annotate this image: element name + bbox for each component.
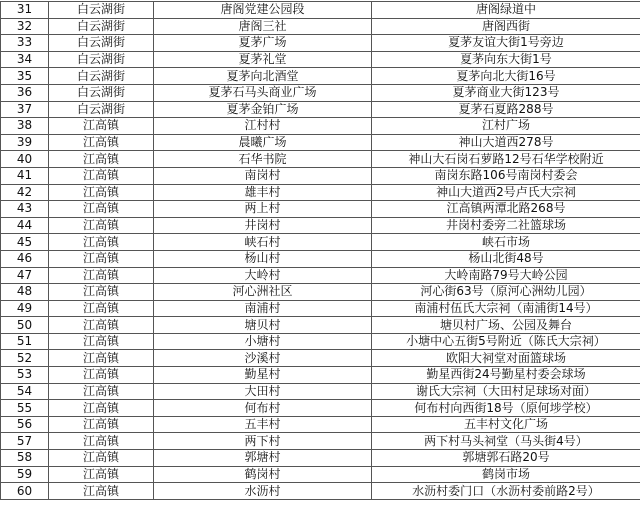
row-number: 45	[1, 234, 49, 251]
street-name: 江高镇	[49, 317, 154, 334]
site-address: 峡石市场	[372, 234, 640, 251]
street-name: 白云湖街	[49, 51, 154, 68]
row-number: 52	[1, 350, 49, 367]
street-name: 江高镇	[49, 483, 154, 500]
table-row	[1, 51, 640, 68]
table-row	[1, 217, 640, 234]
street-name: 江高镇	[49, 333, 154, 350]
street-name: 白云湖街	[49, 2, 154, 19]
site-name: 夏茅广场	[154, 35, 372, 52]
street-name: 白云湖街	[49, 68, 154, 85]
site-name: 沙溪村	[154, 350, 372, 367]
site-name: 水沥村	[154, 483, 372, 500]
row-number: 48	[1, 284, 49, 301]
table-row	[1, 68, 640, 85]
site-address: 塘贝村广场、公园及舞台	[372, 317, 640, 334]
street-name: 江高镇	[49, 466, 154, 483]
row-number: 33	[1, 35, 49, 52]
table-row	[1, 2, 640, 19]
table-row	[1, 101, 640, 118]
row-number: 60	[1, 483, 49, 500]
table-row	[1, 433, 640, 450]
table-row	[1, 317, 640, 334]
table-row	[1, 284, 640, 301]
row-number: 51	[1, 333, 49, 350]
street-name: 白云湖街	[49, 84, 154, 101]
site-name: 石华书院	[154, 151, 372, 168]
table-row	[1, 400, 640, 417]
site-name: 唐阁党建公园段	[154, 2, 372, 19]
row-number: 40	[1, 151, 49, 168]
table-row	[1, 450, 640, 467]
table-row	[1, 184, 640, 201]
site-address: 夏茅商业大街123号	[372, 84, 640, 101]
site-address: 唐阁西街	[372, 18, 640, 35]
site-address: 大岭南路79号大岭公园	[372, 267, 640, 284]
table-row	[1, 333, 640, 350]
street-name: 白云湖街	[49, 35, 154, 52]
street-name: 江高镇	[49, 151, 154, 168]
row-number: 37	[1, 101, 49, 118]
site-name: 两上村	[154, 201, 372, 218]
street-name: 江高镇	[49, 450, 154, 467]
site-address: 谢氏大宗祠（大田村足球场对面）	[372, 383, 640, 400]
street-name: 江高镇	[49, 217, 154, 234]
table-row	[1, 483, 640, 500]
site-address: 五丰村文化广场	[372, 416, 640, 433]
street-name: 江高镇	[49, 184, 154, 201]
street-name: 江高镇	[49, 250, 154, 267]
site-name: 勤星村	[154, 367, 372, 384]
site-name: 郭塘村	[154, 450, 372, 467]
table-row	[1, 84, 640, 101]
row-number: 32	[1, 18, 49, 35]
site-address: 夏茅向东大街1号	[372, 51, 640, 68]
location-table	[0, 1, 640, 500]
site-address: 夏茅石夏路288号	[372, 101, 640, 118]
site-name: 小塘村	[154, 333, 372, 350]
row-number: 44	[1, 217, 49, 234]
table-row	[1, 267, 640, 284]
site-name: 夏茅石马头商业广场	[154, 84, 372, 101]
site-address: 小塘中心五街5号附近（陈氏大宗祠）	[372, 333, 640, 350]
row-number: 56	[1, 416, 49, 433]
site-address: 南岗东路106号南岗村委会	[372, 167, 640, 184]
site-address: 江村广场	[372, 118, 640, 135]
site-name: 夏茅向北酒堂	[154, 68, 372, 85]
table-row	[1, 35, 640, 52]
row-number: 58	[1, 450, 49, 467]
site-name: 塘贝村	[154, 317, 372, 334]
table-row	[1, 350, 640, 367]
site-name: 河心洲社区	[154, 284, 372, 301]
row-number: 46	[1, 250, 49, 267]
site-address: 勤星西街24号勤星村委会球场	[372, 367, 640, 384]
site-name: 井岗村	[154, 217, 372, 234]
row-number: 36	[1, 84, 49, 101]
street-name: 江高镇	[49, 167, 154, 184]
table-row	[1, 300, 640, 317]
table-row	[1, 416, 640, 433]
site-name: 鹤岗村	[154, 466, 372, 483]
street-name: 江高镇	[49, 383, 154, 400]
site-address: 南浦村伍氏大宗祠（南浦街14号）	[372, 300, 640, 317]
site-name: 何布村	[154, 400, 372, 417]
street-name: 江高镇	[49, 284, 154, 301]
row-number: 31	[1, 2, 49, 19]
row-number: 35	[1, 68, 49, 85]
table-row	[1, 201, 640, 218]
site-address: 夏茅友谊大街1号旁边	[372, 35, 640, 52]
site-address: 唐阁绿道中	[372, 2, 640, 19]
table-row	[1, 383, 640, 400]
street-name: 江高镇	[49, 267, 154, 284]
site-address: 郭塘郭石路20号	[372, 450, 640, 467]
site-address: 两下村马头祠堂（马头街4号）	[372, 433, 640, 450]
row-number: 57	[1, 433, 49, 450]
site-address: 神山大道西2号卢氏大宗祠	[372, 184, 640, 201]
table-row	[1, 18, 640, 35]
row-number: 34	[1, 51, 49, 68]
table-row	[1, 367, 640, 384]
site-name: 南浦村	[154, 300, 372, 317]
row-number: 41	[1, 167, 49, 184]
site-address: 夏茅向北大街16号	[372, 68, 640, 85]
row-number: 47	[1, 267, 49, 284]
table-row	[1, 134, 640, 151]
site-address: 井岗村委旁二社篮球场	[372, 217, 640, 234]
street-name: 江高镇	[49, 118, 154, 135]
row-number: 54	[1, 383, 49, 400]
site-name: 两下村	[154, 433, 372, 450]
site-name: 五丰村	[154, 416, 372, 433]
site-address: 江高镇两潭北路268号	[372, 201, 640, 218]
site-name: 江村村	[154, 118, 372, 135]
row-number: 53	[1, 367, 49, 384]
street-name: 江高镇	[49, 350, 154, 367]
site-address: 欧阳大祠堂对面篮球场	[372, 350, 640, 367]
site-address: 何布村向西街18号（原何埗学校）	[372, 400, 640, 417]
site-name: 大田村	[154, 383, 372, 400]
street-name: 江高镇	[49, 433, 154, 450]
site-name: 杨山村	[154, 250, 372, 267]
table-row	[1, 118, 640, 135]
row-number: 38	[1, 118, 49, 135]
site-name: 峡石村	[154, 234, 372, 251]
site-name: 晨曦广场	[154, 134, 372, 151]
row-number: 43	[1, 201, 49, 218]
site-address: 杨山北街48号	[372, 250, 640, 267]
row-number: 55	[1, 400, 49, 417]
table-body	[1, 2, 640, 500]
street-name: 江高镇	[49, 234, 154, 251]
site-name: 雄丰村	[154, 184, 372, 201]
site-name: 夏茅礼堂	[154, 51, 372, 68]
row-number: 50	[1, 317, 49, 334]
street-name: 白云湖街	[49, 18, 154, 35]
street-name: 江高镇	[49, 201, 154, 218]
street-name: 江高镇	[49, 416, 154, 433]
site-address: 鹤岗市场	[372, 466, 640, 483]
table-row	[1, 151, 640, 168]
row-number: 59	[1, 466, 49, 483]
site-address: 神山大道西278号	[372, 134, 640, 151]
street-name: 江高镇	[49, 134, 154, 151]
site-name: 夏茅金铂广场	[154, 101, 372, 118]
site-address: 神山大石岗石萝路12号石华学校附近	[372, 151, 640, 168]
table-row	[1, 234, 640, 251]
site-address: 水沥村委门口（水沥村委前路2号）	[372, 483, 640, 500]
street-name: 江高镇	[49, 367, 154, 384]
site-address: 河心街63号（原河心洲幼儿园）	[372, 284, 640, 301]
site-name: 唐阁三社	[154, 18, 372, 35]
row-number: 42	[1, 184, 49, 201]
table-row	[1, 167, 640, 184]
site-name: 大岭村	[154, 267, 372, 284]
row-number: 39	[1, 134, 49, 151]
row-number: 49	[1, 300, 49, 317]
site-name: 南岗村	[154, 167, 372, 184]
table-row	[1, 466, 640, 483]
street-name: 白云湖街	[49, 101, 154, 118]
street-name: 江高镇	[49, 400, 154, 417]
table-row	[1, 250, 640, 267]
street-name: 江高镇	[49, 300, 154, 317]
